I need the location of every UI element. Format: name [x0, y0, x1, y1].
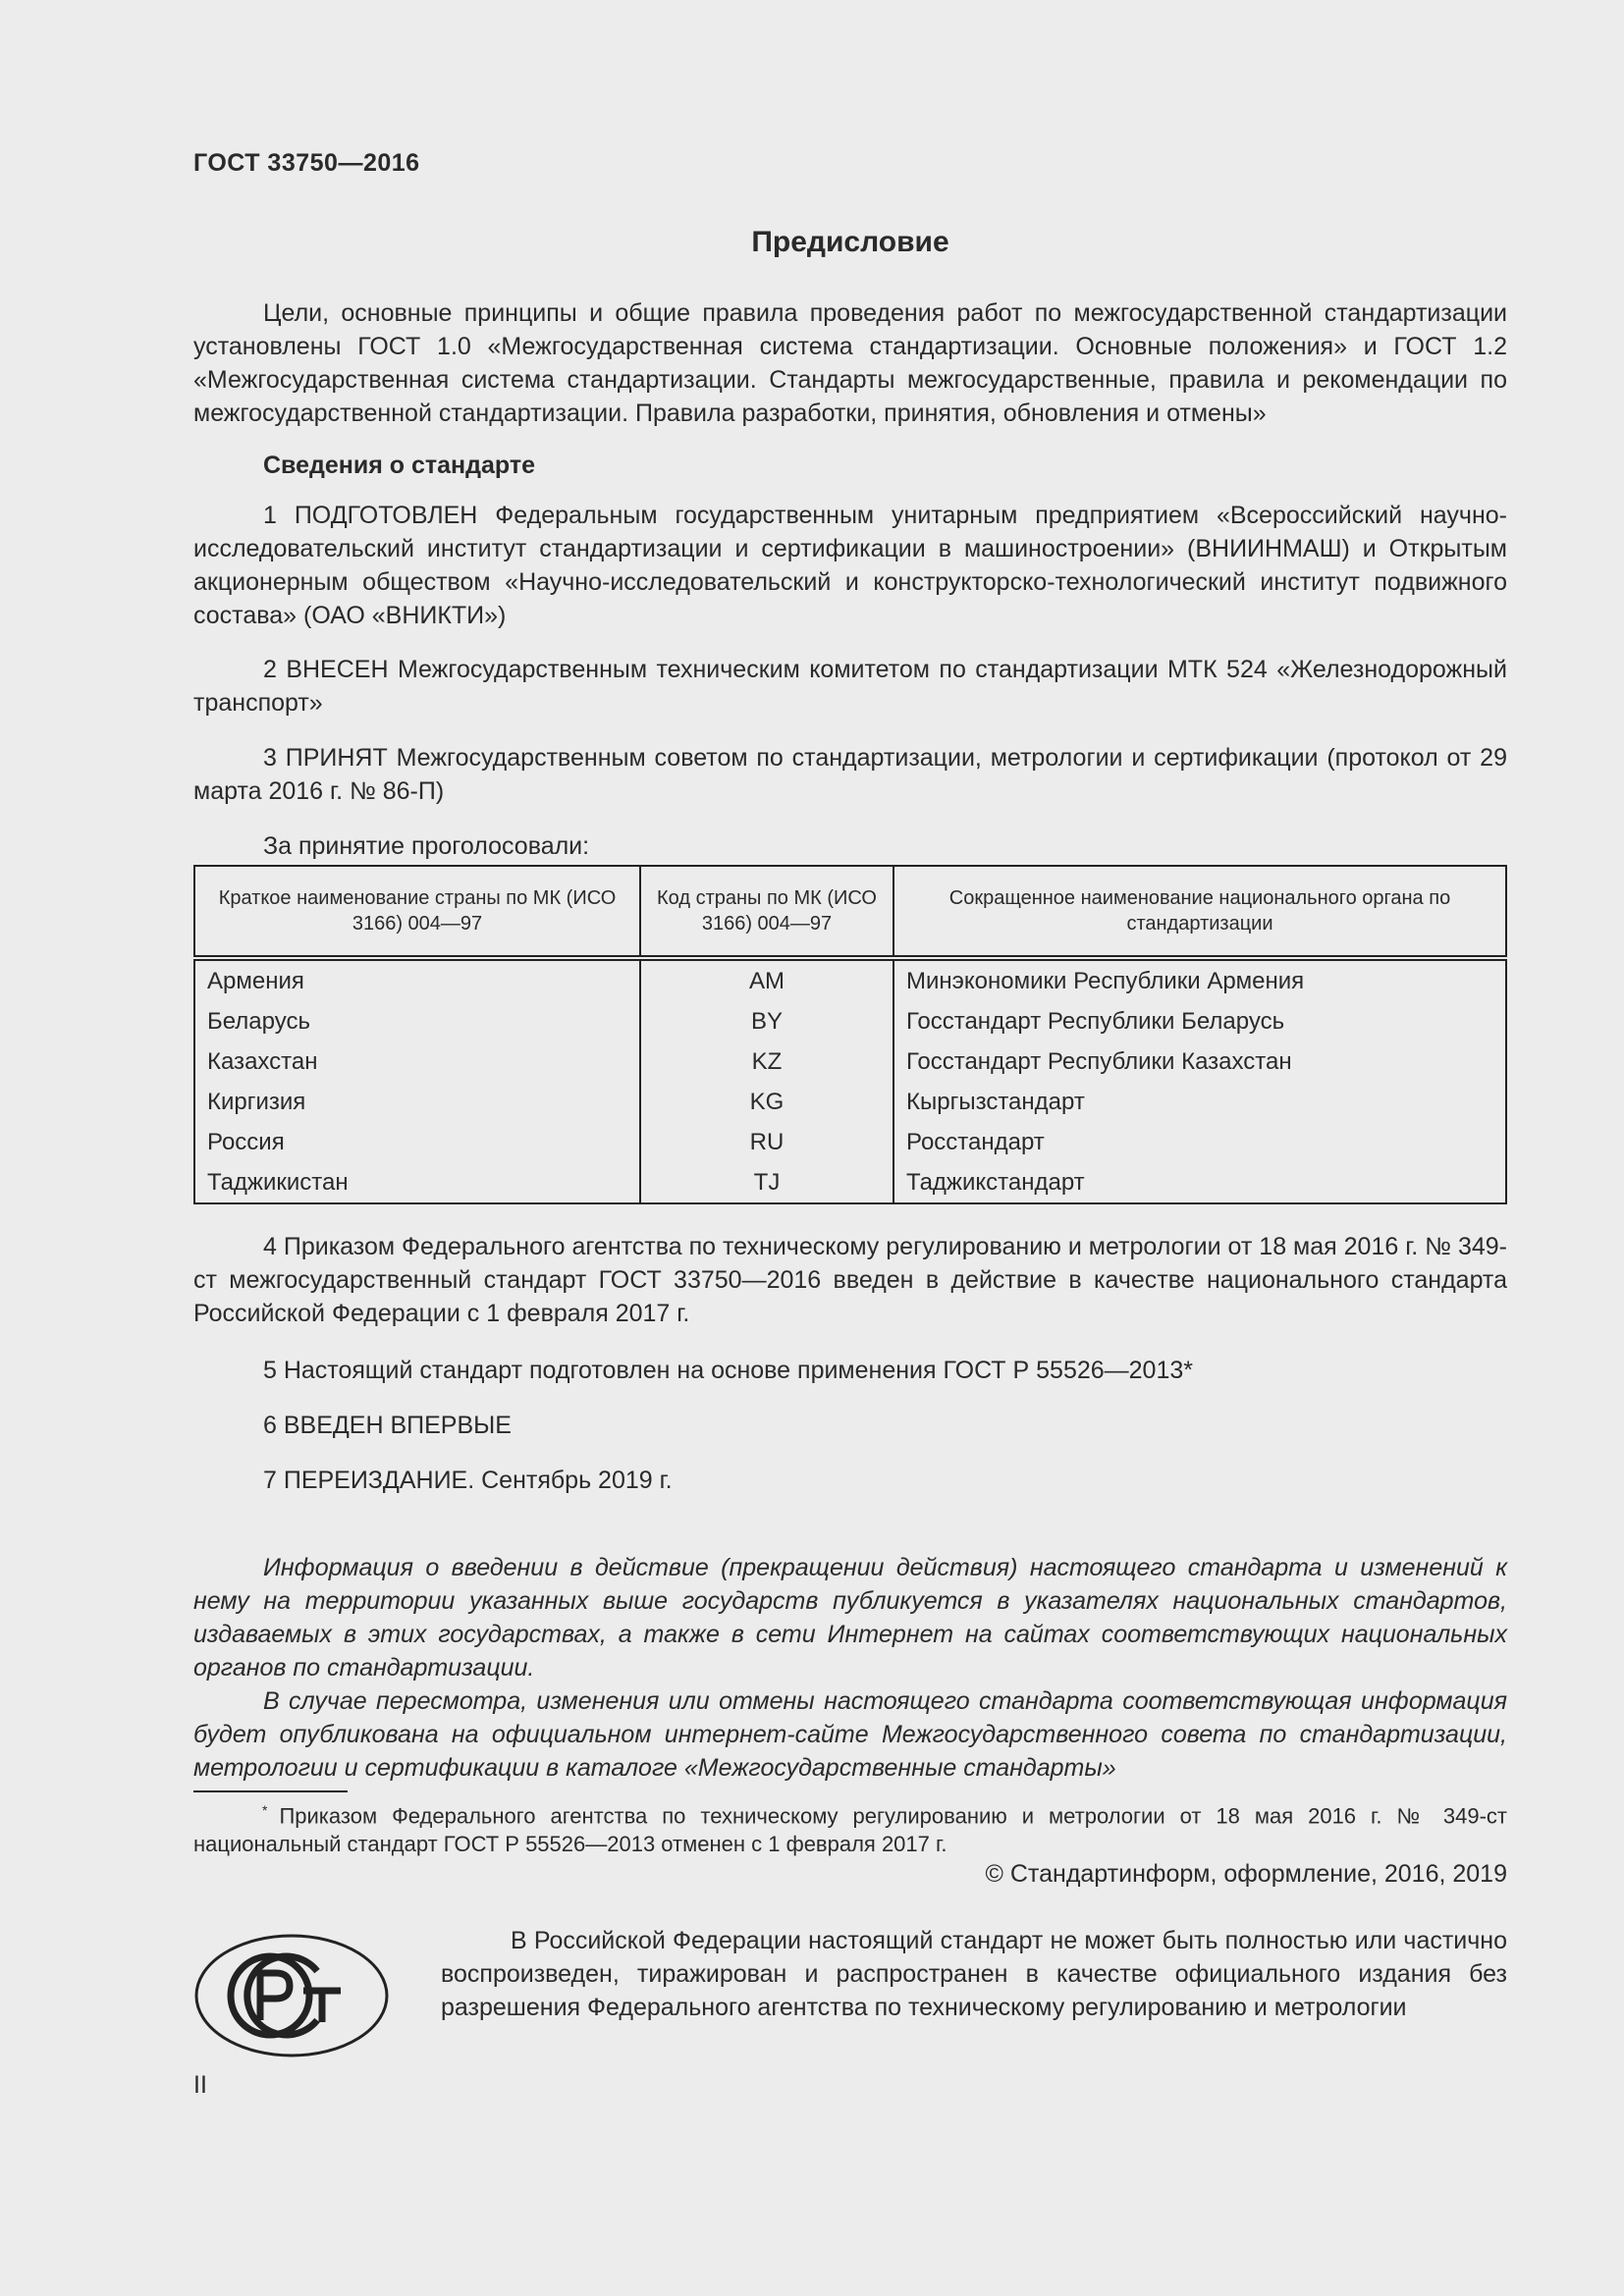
- standard-code-header: ГОСТ 33750—2016: [193, 149, 420, 177]
- country-cell: Казахстан: [194, 1041, 640, 1082]
- body-cell: Госстандарт Республики Казахстан: [906, 1047, 1292, 1075]
- intro-paragraph: Цели, основные принципы и общие правила проведения работ по межгосударственной стандартизации установлены ГОСТ 1.0 «Межгосударственная система стандартизации. Основные положения» и ГОСТ 1.2 «Межгосударственная система стандартизации. Стандарты межгосударственные, правила и рекомендации по межгосударственной стандартизации. Правила разработки, принятия, обновления и отмены»: [193, 299, 1507, 427]
- item-6-first-introduced: 6 ВВЕДЕН ВПЕРВЫЕ: [263, 1412, 512, 1439]
- country-cell: Таджикистан: [194, 1162, 640, 1203]
- body-cell: Госстандарт Республики Беларусь: [906, 1007, 1285, 1035]
- table-row: [194, 1162, 1506, 1203]
- table-row: [194, 958, 1506, 1001]
- item-5-basis: 5 Настоящий стандарт подготовлен на основе применения ГОСТ Р 55526—2013*: [263, 1357, 1193, 1384]
- country-cell: Россия: [194, 1122, 640, 1162]
- voted-label: За принятие проголосовали:: [263, 832, 590, 860]
- code-cell: AM: [640, 958, 893, 1001]
- item-2-introduced: 2 ВНЕСЕН Межгосударственным техническим комитетом по стандартизации МТК 524 «Железнодорожный транспорт»: [193, 656, 1507, 717]
- item-1-prepared: 1 ПОДГОТОВЛЕН Федеральным государственным унитарным предприятием «Всероссийский научно-исследовательский институт стандартизации и сертификации в машиностроении» (ВНИИНМАШ) и Открытым акционерным обществом «Научно-исследовательский и конструкторско-технологический институт подвижного состава» (ОАО «ВНИКТИ»): [193, 502, 1507, 629]
- footnote-divider: [193, 1790, 348, 1792]
- table-header-body: Сокращенное наименование национального органа по стандартизации: [893, 866, 1506, 958]
- code-cell: KG: [640, 1082, 893, 1122]
- voting-table: [193, 865, 1507, 1204]
- copyright-line: © Стандартинформ, оформление, 2016, 2019: [985, 1860, 1507, 1888]
- publication-info-paragraph: Информация о введении в действие (прекращении действия) настоящего стандарта и изменений к нему на территории указанных выше государств публикуется в указателях национальных стандартов, издаваемых в этих государствах, а также в сети Интернет на сайтах соответствующих национальных органов по стандартизации.: [193, 1554, 1507, 1682]
- code-cell: KZ: [640, 1041, 893, 1082]
- info-heading: Сведения о стандарте: [263, 452, 536, 479]
- table-row: [194, 1122, 1506, 1162]
- copyright-notice: В Российской Федерации настоящий стандарт не может быть полностью или частично воспроизведен, тиражирован и распространен в качестве официального издания без разрешения Федерального агентства по техническому регулированию и метрологии: [441, 1927, 1507, 2021]
- body-cell: Минэкономики Республики Армения: [906, 967, 1305, 994]
- footnote-mark: *: [262, 1802, 268, 1818]
- rst-certification-logo-icon: [193, 1932, 390, 2064]
- table-row: [194, 1082, 1506, 1122]
- table-header-row: [194, 866, 1506, 958]
- item-4-enacted: 4 Приказом Федерального агентства по техническому регулированию и метрологии от 18 мая 2016 г. № 349-ст межгосударственный стандарт ГОСТ 33750—2016 введен в действие в качестве национального стандарта Российской Федерации с 1 февраля 2017 г.: [193, 1233, 1507, 1327]
- item-3-adopted: 3 ПРИНЯТ Межгосударственным советом по стандартизации, метрологии и сертификации (протокол от 29 марта 2016 г. № 86-П): [193, 744, 1507, 805]
- body-cell: Росстандарт: [906, 1128, 1045, 1155]
- page-title: Предисловие: [751, 226, 949, 258]
- page-number: II: [193, 2071, 207, 2099]
- body-cell: Кыргызстандарт: [906, 1088, 1085, 1115]
- table-row: [194, 1001, 1506, 1041]
- code-cell: TJ: [640, 1162, 893, 1203]
- body-cell: Таджикстандарт: [906, 1168, 1085, 1196]
- revision-info-paragraph: В случае пересмотра, изменения или отмены настоящего стандарта соответствующая информация будет опубликована на официальном интернет-сайте Межгосударственного совета по стандартизации, метрологии и сертификации в каталоге «Межгосударственные стандарты»: [193, 1687, 1507, 1782]
- country-cell: Беларусь: [194, 1001, 640, 1041]
- item-7-reissue: 7 ПЕРЕИЗДАНИЕ. Сентябрь 2019 г.: [263, 1467, 673, 1494]
- table-header-country: Краткое наименование страны по МК (ИСО 3166) 004—97: [194, 866, 640, 958]
- country-cell: Армения: [194, 958, 640, 1001]
- table-row: [194, 1041, 1506, 1082]
- footnote-text: Приказом Федерального агентства по техническому регулированию и метрологии от 18 мая 2016 г. № 349-ст национальный стандарт ГОСТ Р 55526—2013 отменен с 1 февраля 2017 г.: [193, 1803, 1507, 1857]
- country-cell: Киргизия: [194, 1082, 640, 1122]
- table-header-code: Код страны по МК (ИСО 3166) 004—97: [640, 866, 893, 958]
- code-cell: BY: [640, 1001, 893, 1041]
- footnote: [193, 1796, 1507, 1858]
- code-cell: RU: [640, 1122, 893, 1162]
